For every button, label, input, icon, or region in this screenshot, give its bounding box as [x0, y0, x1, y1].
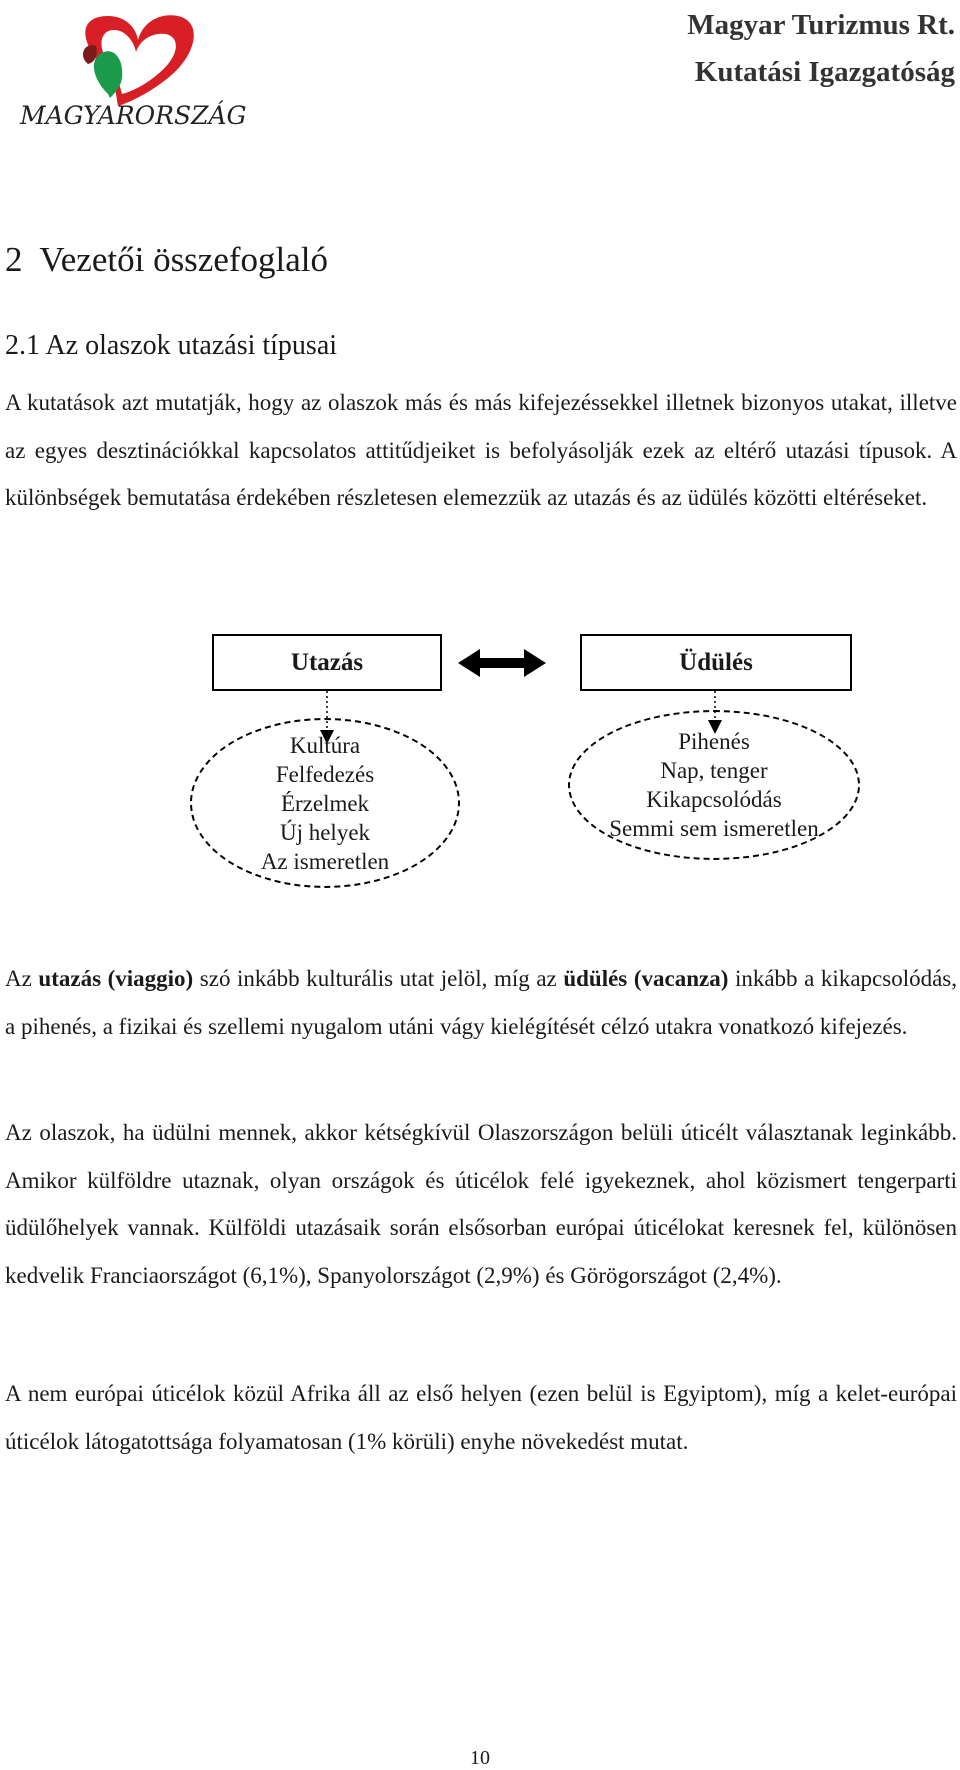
double-arrow-icon — [458, 649, 546, 677]
udules-item: Nap, tenger — [660, 758, 768, 783]
department-name: Kutatási Igazgatóság — [694, 56, 955, 88]
udules-item: Pihenés — [678, 729, 750, 754]
utazas-box: Utazás — [212, 634, 442, 691]
section-title: 2 Vezetői összefoglaló — [5, 240, 329, 279]
intro-paragraph: A kutatások azt mutatják, hogy az olaszok más és más kifejezéssekkel illetnek bizonyos utakat, illetve az egyes desztinációkkal kapcsolatos attitűdjeiket is befolyásolják ezek az eltérő utazási típusok. A különbségek bemutatása érdekében részletesen elemezzük az utazás és az üdülés közötti eltéréseket. — [5, 390, 957, 510]
page-number: 10 — [470, 1747, 490, 1769]
udules-box: Üdülés — [580, 634, 852, 691]
udules-oval — [568, 710, 860, 860]
text-run: szó inkább kulturális utat jelöl, míg az — [193, 966, 564, 991]
header-organization — [687, 2, 955, 96]
logo-wordmark: MAGYARORSZÁG — [20, 101, 247, 130]
text-run: Az — [5, 966, 39, 991]
udules-item: Semmi sem ismeretlen — [609, 816, 819, 841]
term-udules: üdülés (vacanza) — [563, 966, 729, 991]
utazas-oval — [190, 718, 460, 888]
magyarorszag-logo — [18, 6, 258, 146]
org-name: Magyar Turizmus Rt. — [687, 9, 955, 41]
text-run: inkább a kikapcsolódás, a pihenés, a fizikai és szellemi nyugalom utáni vágy kielégítését célzó utakra vonatkozó kifejezés. — [5, 966, 957, 1039]
destinations-paragraph: Az olaszok, ha üdülni mennek, akkor kétségkívül Olaszországon belüli úticélt választanak leginkább. Amikor külföldre utaznak, olyan országok és úticélok felé igyekeznek, ahol közismert tengerparti üdülőhelyek vannak. Külföldi utazásaik során elsősorban európai úticélokat keresnek fel, különösen kedvelik Franciaországot (6,1%), Spanyolországot (2,9%) és Görögországot (2,4%). — [5, 1120, 957, 1288]
utazas-item: Felfedezés — [275, 761, 375, 787]
utazas-item: Az ismeretlen — [260, 848, 390, 874]
section-subtitle: 2.1 Az olaszok utazási típusai — [5, 330, 338, 361]
term-utazas: utazás (viaggio) — [38, 966, 194, 991]
definition-paragraph — [5, 955, 957, 1050]
utazas-item: Új helyek — [279, 819, 371, 845]
udules-item: Kikapcsolódás — [646, 787, 782, 812]
utazas-item: Érzelmek — [280, 790, 370, 816]
travel-types-diagram — [150, 620, 870, 910]
non-european-paragraph: A nem európai úticélok közül Afrika áll az első helyen (ezen belül is Egyiptom), míg a kelet-európai úticélok látogatottsága folyamatosan (1% körüli) enyhe növekedést mutat. — [5, 1381, 957, 1454]
utazas-item: Kultúra — [289, 732, 361, 758]
